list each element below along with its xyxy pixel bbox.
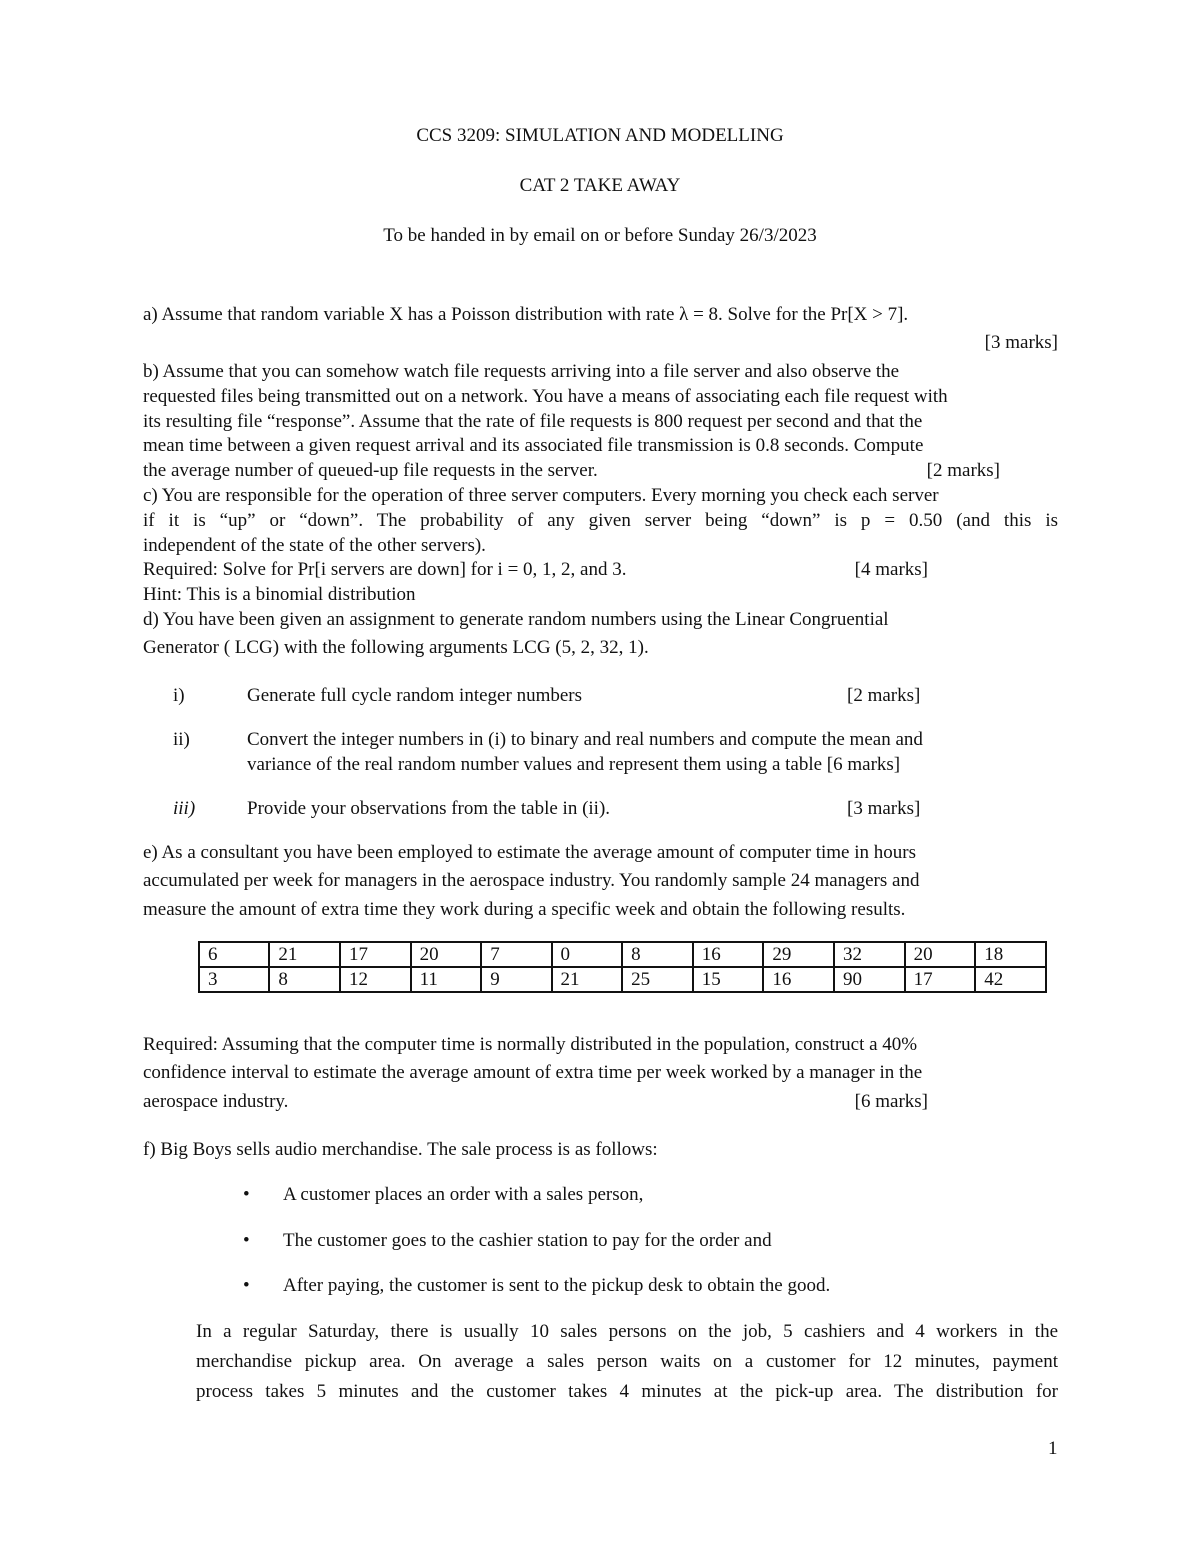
table-cell: 17 [905,967,976,992]
table-cell: 21 [552,967,623,992]
question-e-required-line2: confidence interval to estimate the average amount of extra time per week worked by a manager in the [143,1062,923,1083]
table-cell: 0 [552,942,623,967]
table-cell: 42 [975,967,1046,992]
question-d-line1: d) You have been given an assignment to generate random numbers using the Linear Congruential [143,609,889,630]
table-row [199,967,1046,992]
item-marks: [2 marks] [847,685,921,706]
item-text-line1: Convert the integer numbers in (i) to binary and real numbers and compute the mean and [247,729,923,750]
table-cell: 32 [834,942,905,967]
question-e-line2: accumulated per week for managers in the aerospace industry. You randomly sample 24 managers and [143,870,920,891]
table-cell: 8 [269,967,340,992]
question-e-line3: measure the amount of extra time they work during a specific week and obtain the following results. [143,899,906,920]
question-f-intro: f) Big Boys sells audio merchandise. The sale process is as follows: [143,1139,658,1160]
table-cell: 16 [763,967,834,992]
item-number: ii) [173,729,190,750]
item-number: i) [173,685,185,706]
question-c-hint: Hint: This is a binomial distribution [143,584,416,605]
table-cell: 8 [622,942,693,967]
table-cell: 18 [975,942,1046,967]
table-cell: 90 [834,967,905,992]
exam-title: CAT 2 TAKE AWAY [519,175,681,196]
table-cell: 20 [905,942,976,967]
table-cell: 21 [269,942,340,967]
item-text-line2: variance of the real random number values and represent them using a table [6 marks] [247,754,901,775]
table-cell: 15 [693,967,764,992]
bullet-icon: • [243,1184,250,1205]
item-text: Provide your observations from the table in (ii). [247,798,611,819]
question-b-line5-row [143,458,1058,483]
list-item-text: A customer places an order with a sales person, [283,1184,644,1205]
course-title: CCS 3209: SIMULATION AND MODELLING [416,125,784,146]
question-e-marks: [6 marks] [854,1091,928,1112]
sample-data-table [198,941,1047,993]
table-cell: 11 [411,967,482,992]
item-number: iii) [173,798,196,819]
question-b-line4: mean time between a given request arrival and its associated file transmission is 0.8 seconds. Compute [143,435,924,456]
question-a-marks: [3 marks] [984,332,1058,353]
submission-instructions: To be handed in by email on or before Sunday 26/3/2023 [383,225,817,246]
list-item-text: After paying, the customer is sent to the pickup desk to obtain the good. [283,1275,831,1296]
list-item-text: The customer goes to the cashier station to pay for the order and [283,1230,772,1251]
list-item [243,1273,830,1298]
table-cell: 17 [340,942,411,967]
table-cell: 9 [481,967,551,992]
page-number: 1 [1048,1438,1058,1459]
table-cell: 25 [622,967,693,992]
question-e-required-row3 [143,1089,1058,1114]
question-f-para-line1: In a regular Saturday, there is usually 10 sales persons on the job, 5 cashiers and 4 workers in the [196,1321,1058,1342]
question-a-text: a) Assume that random variable X has a Poisson distribution with rate λ = 8. Solve for the Pr[X > 7]. [143,304,909,325]
question-c-required: Required: Solve for Pr[i servers are down] for i = 0, 1, 2, and 3. [143,559,627,580]
question-e-required-line1: Required: Assuming that the computer time is normally distributed in the population, construct a 40% [143,1034,918,1055]
question-b-marks: [2 marks] [926,460,1000,481]
question-b-line3: its resulting file “response”. Assume that the rate of file requests is 800 request per second and that the [143,411,923,432]
question-c-line3: independent of the state of the other servers). [143,535,486,556]
item-marks: [3 marks] [847,798,921,819]
question-f-para-line2: merchandise pickup area. On average a sales person waits on a customer for 12 minutes, payment [196,1351,1058,1372]
question-f-para-line3: process takes 5 minutes and the customer takes 4 minutes at the pick-up area. The distribution for [196,1381,1058,1402]
question-c-line1: c) You are responsible for the operation of three server computers. Every morning you check each server [143,485,939,506]
table-cell: 20 [411,942,482,967]
question-e-required-line3: aerospace industry. [143,1091,289,1112]
table-cell: 29 [763,942,834,967]
question-b-line5: the average number of queued-up file requests in the server. [143,460,598,481]
bullet-icon: • [243,1230,250,1251]
item-text: Generate full cycle random integer numbers [247,685,582,706]
question-b-line1: b) Assume that you can somehow watch file requests arriving into a file server and also observe the [143,361,900,382]
table-cell: 16 [693,942,764,967]
bullet-icon: • [243,1275,250,1296]
table-row [199,942,1046,967]
question-d-line2: Generator ( LCG) with the following arguments LCG (5, 2, 32, 1). [143,637,649,658]
question-c-required-row [143,557,1058,582]
list-item [243,1182,643,1207]
question-c-marks: [4 marks] [854,559,928,580]
table-cell: 3 [199,967,269,992]
question-c-line2: if it is “up” or “down”. The probability of any given server being “down” is p = 0.50 (and this is [143,510,1058,531]
question-e-line1: e) As a consultant you have been employed to estimate the average amount of computer time in hours [143,842,916,863]
table-cell: 12 [340,967,411,992]
table-cell: 7 [481,942,551,967]
list-item [243,1228,772,1253]
table-cell: 6 [199,942,269,967]
question-b-line2: requested files being transmitted out on a network. You have a means of associating each file request with [143,386,948,407]
